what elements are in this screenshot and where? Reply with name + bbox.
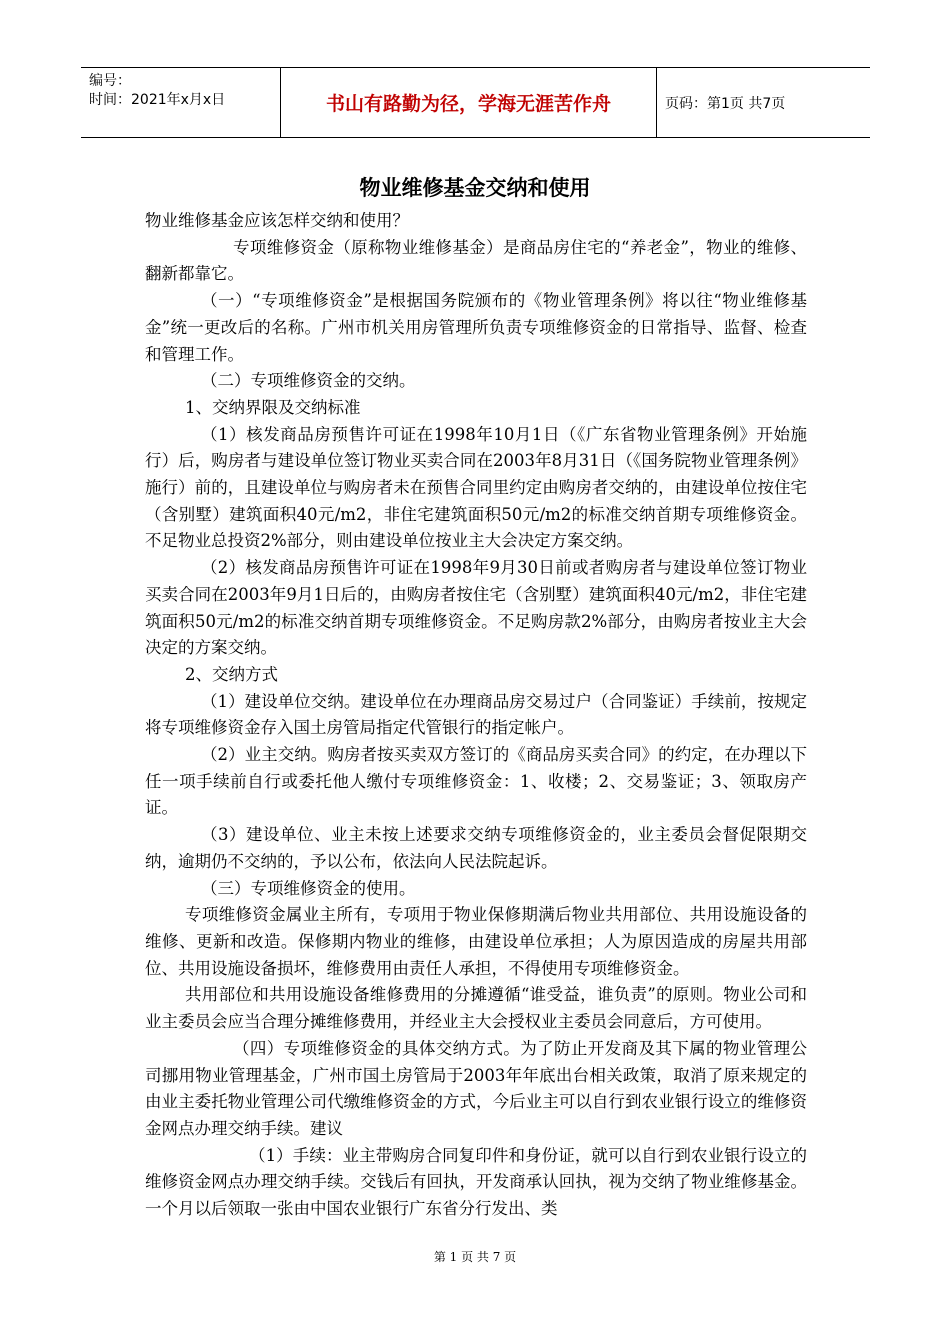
paragraph: 物业维修基金应该怎样交纳和使用？ xyxy=(145,211,409,230)
document-title: 物业维修基金交纳和使用 xyxy=(359,176,591,200)
document-number-label: 编号： xyxy=(89,73,131,89)
paragraph: （一）“专项维修资金”是根据国务院颁布的《物业管理条例》将以往“物业维修基金”统一更改后的名称。广州市机关用房管理所负责专项维修资金的日常指导、监督、检查和管理工作。 xyxy=(145,291,807,364)
paragraph: 1、交纳界限及交纳标准 xyxy=(185,397,361,417)
paragraph: （2）核发商品房预售许可证在1998年9月30日前或者购房者与建设单位签订物业买卖合同在2003年9月1日后的，由购房者按住宅（含别墅）建筑面积40元/m2，非住宅建筑面积50元/m2的标准交纳首期专项维修资金。不足购房款2%部分，由购房者按业主大会决定的方案交纳。 xyxy=(145,558,807,658)
paragraph: 共用部位和共用设施设备维修费用的分摊遵循“谁受益，谁负责”的原则。物业公司和业主委员会应当合理分摊维修费用，并经业主大会授权业主委员会同意后，方可使用。 xyxy=(145,985,807,1032)
header-table xyxy=(81,67,870,138)
paragraph: （2）业主交纳。购房者按买卖双方签订的《商品房买卖合同》的约定，在办理以下任一项手续前自行或委托他人缴付专项维修资金：1、收楼；2、交易鉴证；3、领取房产证。 xyxy=(145,745,807,818)
paragraph: （二）专项维修资金的交纳。 xyxy=(201,371,416,391)
paragraph: （四）专项维修资金的具体交纳方式。为了防止开发商及其下属的物业管理公司挪用物业管理基金，广州市国土房管局于2003年年底出台相关政策，取消了原来规定的由业主委托物业管理公司代缴维修资金的方式，今后业主可以自行到农业银行设立的维修资金网点办理交纳手续。建议 xyxy=(145,1038,807,1138)
paragraph: （1）核发商品房预售许可证在1998年10月1日（《广东省物业管理条例》开始施行）后，购房者与建设单位签订物业买卖合同在2003年8月31日（《国务院物业管理条例》施行）前的，且建设单位与购房者未在预售合同里约定由购房者交纳的，由建设单位按住宅（含别墅）建筑面积40元/m2，非住宅建筑面积50元/m2的标准交纳首期专项维修资金。不足物业总投资2%部分，则由建设单位按业主大会决定方案交纳。 xyxy=(145,424,807,551)
paragraph: 专项维修资金属业主所有，专项用于物业保修期满后物业共用部位、共用设施设备的维修、更新和改造。保修期内物业的维修，由建设单位承担；人为原因造成的房屋共用部位、共用设施设备损坏，维修费用由责任人承担，不得使用专项维修资金。 xyxy=(145,905,807,978)
page-footer: 第 1 页 共 7 页 xyxy=(433,1250,517,1264)
paragraph: 2、交纳方式 xyxy=(185,664,278,684)
paragraph: 专项维修资金（原称物业维修基金）是商品房住宅的“养老金”，物业的维修、翻新都靠它。 xyxy=(145,237,807,284)
paragraph: （1）手续：业主带购房合同复印件和身份证，就可以自行到农业银行设立的维修资金网点办理交纳手续。交钱后有回执，开发商承认回执，视为交纳了物业维修基金。一个月以后领取一张由中国农业银行广东省分行发出、类 xyxy=(145,1145,807,1219)
paragraph: （1）建设单位交纳。建设单位在办理商品房交易过户（合同鉴证）手续前，按规定将专项维修资金存入国土房管局指定代管银行的指定帐户。 xyxy=(145,691,807,738)
header-meta-cell xyxy=(81,68,281,137)
document-body xyxy=(145,208,807,1223)
header-motto: 书山有路勤为径，学海无涯苦作舟 xyxy=(281,68,657,137)
document-date-label: 时间：2021年x月x日 xyxy=(89,92,226,108)
paragraph: （三）专项维修资金的使用。 xyxy=(201,878,416,898)
paragraph: （3）建设单位、业主未按上述要求交纳专项维修资金的，业主委员会督促限期交纳，逾期仍不交纳的，予以公布，依法向人民法院起诉。 xyxy=(145,825,807,871)
header-page-info: 页码：第1页 共7页 xyxy=(665,95,786,112)
